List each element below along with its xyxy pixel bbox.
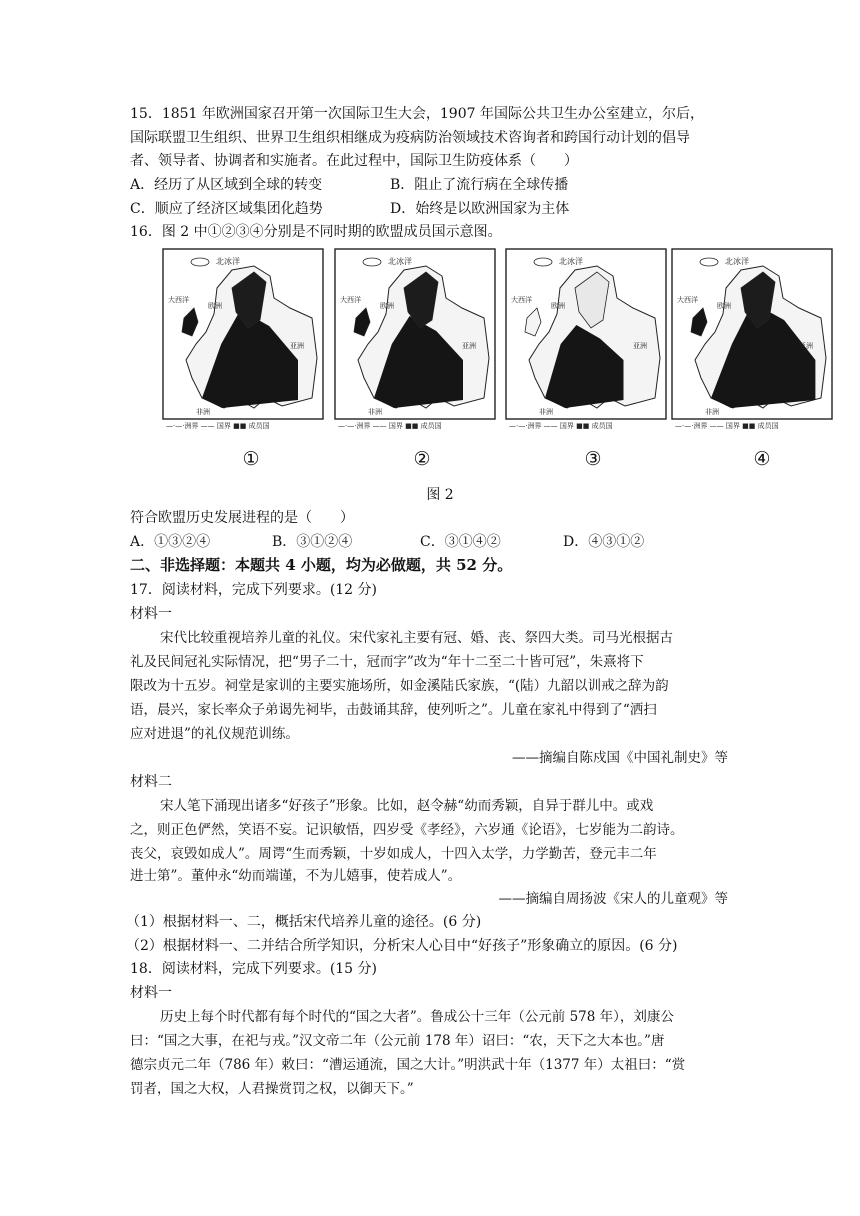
- map-label-europe: 欧洲: [380, 302, 394, 310]
- q17-m2-line-3: 丧父，哀毁如成人”。周谔“生而秀颖，十岁如成人，十四入太学，力学勤苦，登元丰二年: [130, 846, 657, 862]
- map-label-africa: 非洲: [539, 408, 553, 416]
- q16-stem: 16．图 2 中①②③④分别是不同时期的欧盟成员国示意图。: [130, 224, 502, 240]
- q17-m1-line-4: 语，晨兴，家长率众子弟谒先祠毕，击鼓诵其辞，使列听之”。儿童在家礼中得到了“洒扫: [130, 702, 657, 718]
- q16-option-d: D．④③①②: [563, 534, 645, 550]
- q15-option-b: B．阻止了流行病在全球传播: [390, 177, 569, 193]
- map-legend: —·—·洲界 —— 国界 ■■ 成员国: [166, 422, 270, 430]
- map-label-atlantic-ocean: 大西洋: [168, 296, 189, 304]
- q16-option-b: B．③①②④: [272, 534, 353, 550]
- q17-m1-line-2: 礼及民间冠礼实际情况，把“男子二十，冠而字”改为“年十二至二十皆可冠”，朱熹将下: [130, 654, 644, 670]
- map-label-africa: 非洲: [705, 408, 719, 416]
- q18-m1-line-2: 曰：“国之大事，在祀与戎。”汉文帝二年（公元前 178 年）诏曰：“农，天下之大本也。”唐: [130, 1033, 665, 1049]
- q18-m1-line-4: 罚者，国之大权，人君操赏罚之权，以御天下。”: [130, 1081, 414, 1097]
- q18-stem: 18．阅读材料，完成下列要求。(15 分): [130, 961, 378, 977]
- map-label-africa: 非洲: [368, 408, 382, 416]
- map-label-asia: 亚洲: [462, 342, 476, 350]
- q15-option-c: C．顺应了经济区域集团化趋势: [130, 201, 323, 217]
- q15-line-2: 国际联盟卫生组织、世界卫生组织相继成为疫病防治领域技术咨询者和跨国行动计划的倡导: [130, 130, 690, 146]
- eu-map-2: [334, 248, 496, 430]
- map-label-4: ④: [753, 448, 771, 470]
- map-legend: —·—·洲界 —— 国界 ■■ 成员国: [675, 422, 779, 430]
- map-label-asia: 亚洲: [633, 342, 647, 350]
- q17-m2-line-2: 之，则正色俨然，笑语不妄。记识敏悟，四岁受《孝经》，六岁通《论语》，七岁能为二韵诗。: [130, 822, 684, 838]
- map-label-arctic-ocean: 北冰洋: [725, 257, 749, 266]
- map-label-asia: 亚洲: [290, 342, 304, 350]
- q17-m1-line-5: 应对进退”的礼仪规范训练。: [130, 726, 299, 742]
- eu-map-3: [505, 248, 667, 430]
- map-legend: —·—·洲界 —— 国界 ■■ 成员国: [338, 422, 442, 430]
- map-label-3: ③: [584, 448, 602, 470]
- eu-map-4: [671, 248, 833, 430]
- q16-option-c: C．③①④②: [420, 534, 501, 550]
- q18-m1-line-3: 德宗贞元二年（786 年）敕曰：“漕运通流，国之大计。”明洪武十年（1377 年）太祖曰：“赏: [130, 1057, 686, 1073]
- q15-option-a: A．经历了从区域到全球的转变: [130, 177, 323, 193]
- q17-m1-line-3: 限改为十五岁。祠堂是家训的主要实施场所，如金溪陆氏家族，“(陆）九韶以训戒之辞为韵: [130, 678, 669, 694]
- q18-m1-line-1: 历史上每个时代都有每个时代的“国之大者”。鲁成公十三年（公元前 578 年），刘康公: [160, 1009, 674, 1025]
- map-label-atlantic-ocean: 大西洋: [511, 296, 532, 304]
- q15-line-1: 15．1851 年欧洲国家召开第一次国际卫生大会，1907 年国际公共卫生办公室建立，尔后，: [130, 106, 704, 122]
- map-label-arctic-ocean: 北冰洋: [216, 257, 240, 266]
- map-label-arctic-ocean: 北冰洋: [388, 257, 412, 266]
- q17-m1-source: ——摘编自陈戍国《中国礼制史》等: [512, 750, 728, 766]
- eu-maps-figure: [162, 248, 842, 432]
- q17-sub-question-1: （1）根据材料一、二，概括宋代培养儿童的途径。(6 分): [126, 914, 482, 930]
- q16-option-a: A．①③②④: [130, 534, 211, 550]
- q17-m2-line-1: 宋人笔下涌现出诸多“好孩子”形象。比如，赵令赫“幼而秀颖，自异于群儿中。或戏: [160, 798, 654, 814]
- map-label-europe: 欧洲: [717, 302, 731, 310]
- q17-sub-question-2: （2）根据材料一、二并结合所学知识，分析宋人心目中“好孩子”形象确立的原因。(6 分): [126, 938, 678, 954]
- q17-m1-line-1: 宋代比较重视培养儿童的礼仪。宋代家礼主要有冠、婚、丧、祭四大类。司马光根据古: [160, 630, 673, 646]
- map-legend: —·—·洲界 —— 国界 ■■ 成员国: [509, 422, 613, 430]
- q17-stem: 17．阅读材料，完成下列要求。(12 分): [130, 582, 378, 598]
- map-label-2: ②: [413, 448, 431, 470]
- q17-m2-source: ——摘编自周扬波《宋人的儿童观》等: [498, 891, 728, 907]
- map-label-arctic-ocean: 北冰洋: [559, 257, 583, 266]
- map-label-africa: 非洲: [196, 408, 210, 416]
- q15-option-d: D．始终是以欧洲国家为主体: [390, 201, 570, 217]
- map-label-atlantic-ocean: 大西洋: [677, 296, 698, 304]
- eu-map-1: [162, 248, 324, 430]
- map-label-europe: 欧洲: [551, 302, 565, 310]
- figure-caption: 图 2: [426, 487, 454, 503]
- q16-question: 符合欧盟历史发展进程的是（ ）: [130, 510, 354, 526]
- section-2-heading: 二、非选择题：本题共 4 小题，均为必做题，共 52 分。: [130, 556, 513, 574]
- map-label-atlantic-ocean: 大西洋: [340, 296, 361, 304]
- q15-line-3: 者、领导者、协调者和实施者。在此过程中，国际卫生防疫体系（ ）: [130, 153, 578, 169]
- q17-m2-line-4: 进士第”。董仲永“幼而端谨，不为儿嬉事，使若成人”。: [130, 868, 462, 884]
- q18-material-1-title: 材料一: [130, 985, 172, 1001]
- map-label-europe: 欧洲: [208, 302, 222, 310]
- map-label-asia: 亚洲: [799, 342, 813, 350]
- q17-material-2-title: 材料二: [130, 774, 172, 790]
- q17-material-1-title: 材料一: [130, 606, 172, 622]
- map-label-1: ①: [242, 448, 260, 470]
